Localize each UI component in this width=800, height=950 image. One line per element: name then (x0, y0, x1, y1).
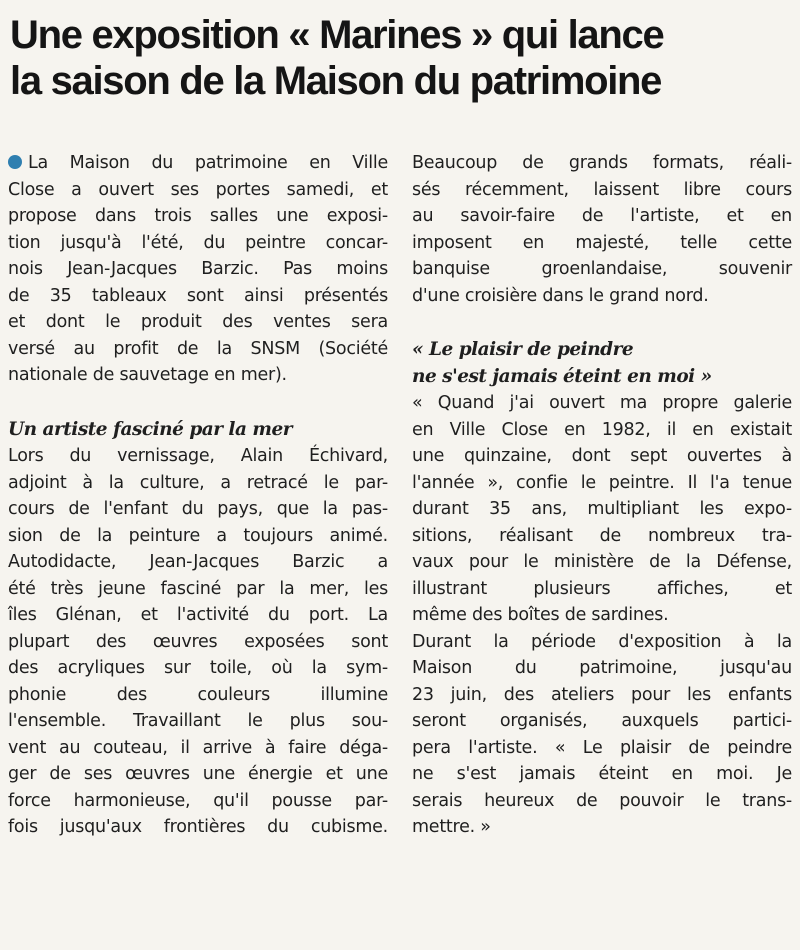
body-paragraph (8, 443, 388, 841)
text-line: Durant la période d'exposition à la (412, 631, 792, 652)
text-line: serais heureux de pouvoir le trans- (412, 790, 792, 811)
section-subheading: Un artiste fasciné par la mer (8, 418, 292, 440)
text-line: d'une croisière dans le grand nord. (412, 285, 709, 306)
text-line: versé au profit de la SNSM (Société (8, 338, 388, 359)
text-line: propose dans trois salles une exposi- (8, 206, 388, 226)
text-line: tion jusqu'à l'été, du peintre concar- (8, 232, 388, 253)
article-columns (8, 150, 792, 841)
column-right (412, 150, 792, 841)
intro-paragraph (8, 150, 388, 389)
text-line: été très jeune fasciné par la mer, les (8, 578, 388, 599)
body-paragraph (412, 150, 792, 309)
headline (10, 12, 786, 104)
text-line: La Maison du patrimoine en Ville (8, 150, 388, 177)
text-line: nationale de sauvetage en mer). (8, 365, 287, 385)
text-line: imposent en majesté, telle cette (412, 232, 792, 253)
text-line: même des boîtes de sardines. (412, 605, 669, 625)
text-line: l'année », confie le peintre. Il l'a tenue (412, 472, 792, 493)
text-line: ne s'est jamais éteint en moi. Je (412, 764, 792, 784)
section-subheading: ne s'est jamais éteint en moi » (412, 365, 712, 387)
text-line: illustrant plusieurs affiches, et (412, 578, 792, 599)
text-line: banquise groenlandaise, souvenir (412, 259, 792, 279)
text-line: sés récemment, laissent libre cours (412, 179, 792, 200)
text-line: l'ensemble. Travaillant le plus sou- (8, 711, 388, 731)
text-line: et dont le produit des ventes sera (8, 312, 388, 332)
text-line: 23 juin, des ateliers pour les enfants (412, 684, 792, 705)
text-line: fois jusqu'aux frontières du cubisme. (8, 817, 388, 837)
text-line: en Ville Close en 1982, il en existait (412, 419, 792, 440)
text-line: Close a ouvert ses portes samedi, et (8, 179, 388, 200)
text-line: nois Jean-Jacques Barzic. Pas moins (8, 259, 388, 279)
text-line: pera l'artiste. « Le plaisir de peindre (412, 737, 792, 758)
headline-line: la saison de la Maison du patrimoine (10, 59, 662, 103)
text-line: sion de la peinture a toujours animé. (8, 525, 388, 546)
text-line: une quinzaine, dont sept ouvertes à (412, 446, 792, 466)
text-line: phonie des couleurs illumine (8, 684, 388, 705)
text-line: mettre. » (412, 817, 491, 837)
bullet-icon (8, 155, 22, 169)
section-subheading: « Le plaisir de peindre (412, 339, 634, 360)
text-line: Beaucoup de grands formats, réali- (412, 153, 792, 173)
text-line: de 35 tableaux sont ainsi présentés (8, 285, 388, 306)
headline-line: Une exposition « Marines » qui lance (10, 13, 664, 57)
text-line: vaux pour le ministère de la Défense, (412, 552, 792, 572)
body-paragraph (412, 390, 792, 629)
text-line: « Quand j'ai ouvert ma propre galerie (412, 393, 792, 413)
text-line: adjoint à la culture, a retracé le par- (8, 472, 388, 493)
text-line: Lors du vernissage, Alain Échivard, (8, 446, 388, 466)
body-paragraph (412, 629, 792, 841)
text-line: force harmonieuse, qu'il pousse par- (8, 790, 388, 811)
text-line: cours de l'enfant du pays, que la pas- (8, 499, 388, 519)
text-line: au savoir-faire de l'artiste, et en (412, 206, 792, 226)
text-line: ger de ses œuvres une énergie et une (8, 764, 388, 784)
text-line: sitions, réalisant de nombreux tra- (412, 525, 792, 546)
text-line: des acryliques sur toile, où la sym- (8, 658, 388, 678)
text-line: plupart des œuvres exposées sont (8, 631, 388, 652)
text-line: Autodidacte, Jean-Jacques Barzic a (8, 552, 388, 572)
text-line: vent au couteau, il arrive à faire déga- (8, 737, 388, 758)
text-line: seront organisés, auxquels partici- (412, 711, 792, 731)
text-line: durant 35 ans, multipliant les expo- (412, 499, 792, 519)
column-left (8, 150, 388, 841)
text-line: îles Glénan, et l'activité du port. La (8, 605, 388, 625)
text-line: Maison du patrimoine, jusqu'au (412, 658, 792, 678)
